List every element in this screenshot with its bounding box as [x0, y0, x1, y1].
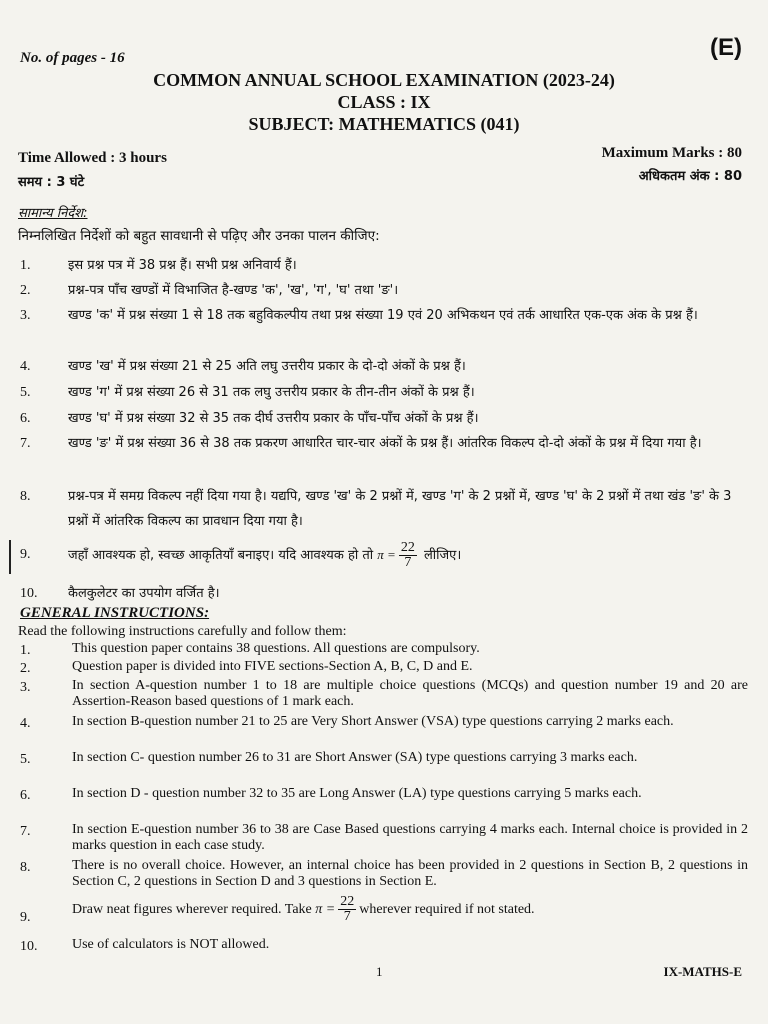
- item-text: कैलकुलेटर का उपयोग वर्जित है।: [68, 586, 220, 601]
- exam-title: COMMON ANNUAL SCHOOL EXAMINATION (2023-24): [153, 70, 615, 90]
- max-marks-hi: अधिकतम अंक : 80: [638, 169, 742, 184]
- item-text: इस प्रश्न पत्र में 38 प्रश्न हैं। सभी प्रश्न अनिवार्य हैं।: [68, 258, 297, 273]
- item-number: 7.: [20, 436, 31, 451]
- hindi-instructions-title: सामान्य निर्देश:: [18, 206, 88, 221]
- item-text: There is no overall choice. However, an internal choice has been provided in 2 questions in Section B, 2 questions in Section C, 2 questions in Section D and 3 questions in Section E.: [72, 858, 748, 889]
- item-text: खण्ड 'क' में प्रश्न संख्या 1 से 18 तक बहुविकल्पीय तथा प्रश्न संख्या 19 एवं 20 अभिकथन एवं तर्क आधारित एक-एक अंक के प्रश्न हैं।: [68, 308, 698, 323]
- item-number: 3.: [20, 680, 31, 695]
- item-number: 2.: [20, 661, 31, 676]
- page-number: 1: [376, 964, 383, 979]
- item-number: 6.: [20, 788, 31, 803]
- item-number: 4.: [20, 359, 31, 374]
- item-text: खण्ड 'ङ' में प्रश्न संख्या 36 से 38 तक प्रकरण आधारित चार-चार अंकों के प्रश्न हैं। आंतरिक विकल्प दो-दो अंकों के प्रश्न में दिया गया है।: [68, 436, 702, 451]
- item-number: 1.: [20, 258, 31, 273]
- item-text: This question paper contains 38 questions. All questions are compulsory.: [72, 641, 480, 656]
- item-number: 4.: [20, 716, 31, 731]
- item-text: In section B-question number 21 to 25 are Very Short Answer (VSA) type questions carrying 2 marks each.: [72, 714, 674, 729]
- subject-label: SUBJECT: MATHEMATICS (041): [248, 114, 520, 134]
- item-number: 3.: [20, 308, 31, 323]
- general-instructions-title: GENERAL INSTRUCTIONS:: [20, 605, 210, 621]
- item-text: खण्ड 'ग' में प्रश्न संख्या 26 से 31 तक लघु उत्तरीय प्रकार के तीन-तीन अंकों के प्रश्न हैं।: [68, 385, 475, 400]
- item-number: 2.: [20, 283, 31, 298]
- item-number: 9.: [20, 910, 31, 925]
- max-marks-en: Maximum Marks : 80: [601, 145, 742, 161]
- item-text: In section E-question number 36 to 38 are Case Based questions carrying 4 marks each. Internal choice is provided in 2 marks question in each case study.: [72, 822, 748, 853]
- item-number: 5.: [20, 752, 31, 767]
- item-text: प्रश्न-पत्र में समग्र विकल्प नहीं दिया गया है। यद्यपि, खण्ड 'ख' के 2 प्रश्नों में, खण्ड 'ग' के 2 प्रश्नों में, खण्ड 'घ' के 2 प्रश्नों में तथा खंड 'ङ' के 3 प्रश्नों में आंतरिक विकल्प का प्रावधान दिया गया है।: [68, 489, 732, 529]
- item-text: In section D - question number 32 to 35 are Long Answer (LA) type questions carrying 5 marks each.: [72, 786, 642, 801]
- item-number: 8.: [20, 489, 31, 504]
- item-number: 1.: [20, 643, 31, 658]
- pi-symbol: π =: [377, 547, 396, 562]
- item-text: In section A-question number 1 to 18 are multiple choice questions (MCQs) and question number 19 and 20 are Assertion-Reason based questions of 1 mark each.: [72, 678, 748, 709]
- time-allowed-hi: समय : 3 घंटे: [18, 175, 85, 190]
- page-count: No. of pages - 16: [20, 50, 125, 66]
- item-number: 10.: [20, 939, 38, 954]
- hindi-instructions-intro: निम्नलिखित निर्देशों को बहुत सावधानी से पढ़िए और उनका पालन कीजिए:: [18, 228, 380, 244]
- item-number: 9.: [20, 547, 31, 562]
- pi-symbol: π =: [315, 902, 336, 917]
- item-text: खण्ड 'घ' में प्रश्न संख्या 32 से 35 तक दीर्घ उत्तरीय प्रकार के पाँच-पाँच अंकों के प्रश्न हैं।: [68, 411, 479, 426]
- edition-label: (E): [710, 34, 742, 61]
- fraction: $\frac{22}{7}$: [340, 894, 355, 925]
- item-number: 7.: [20, 824, 31, 839]
- item-text: Question paper is divided into FIVE sections-Section A, B, C, D and E.: [72, 659, 473, 674]
- fraction: $\frac{22}{7}$: [400, 540, 415, 570]
- time-allowed-en: Time Allowed : 3 hours: [18, 150, 167, 166]
- item-text: Use of calculators is NOT allowed.: [72, 937, 270, 952]
- item-text: खण्ड 'ख' में प्रश्न संख्या 21 से 25 अति लघु उत्तरीय प्रकार के दो-दो अंकों के प्रश्न हैं।: [68, 359, 466, 374]
- item-number: 8.: [20, 860, 31, 875]
- item-number: 10.: [20, 586, 38, 601]
- item-text: जहाँ आवश्यक हो, स्वच्छ आकृतियाँ बनाइए। यदि आवश्यक हो तो π = $\frac{22}{7}$ लीजिए।: [68, 540, 462, 570]
- item-number: 6.: [20, 411, 31, 426]
- class-label: CLASS : IX: [337, 92, 431, 112]
- item-text: In section C- question number 26 to 31 are Short Answer (SA) type questions carrying 3 marks each.: [72, 750, 638, 765]
- item-number: 5.: [20, 385, 31, 400]
- paper-code: IX-MATHS-E: [663, 964, 742, 979]
- item-text: Draw neat figures wherever required. Take π = $\frac{22}{7}$ wherever required if not stated.: [72, 894, 535, 925]
- item-text: प्रश्न-पत्र पाँच खण्डों में विभाजित है-खण्ड 'क', 'ख', 'ग', 'घ' तथा 'ङ'।: [68, 283, 399, 298]
- general-instructions-intro: Read the following instructions carefully and follow them:: [18, 624, 347, 639]
- margin-bracket: [9, 540, 11, 574]
